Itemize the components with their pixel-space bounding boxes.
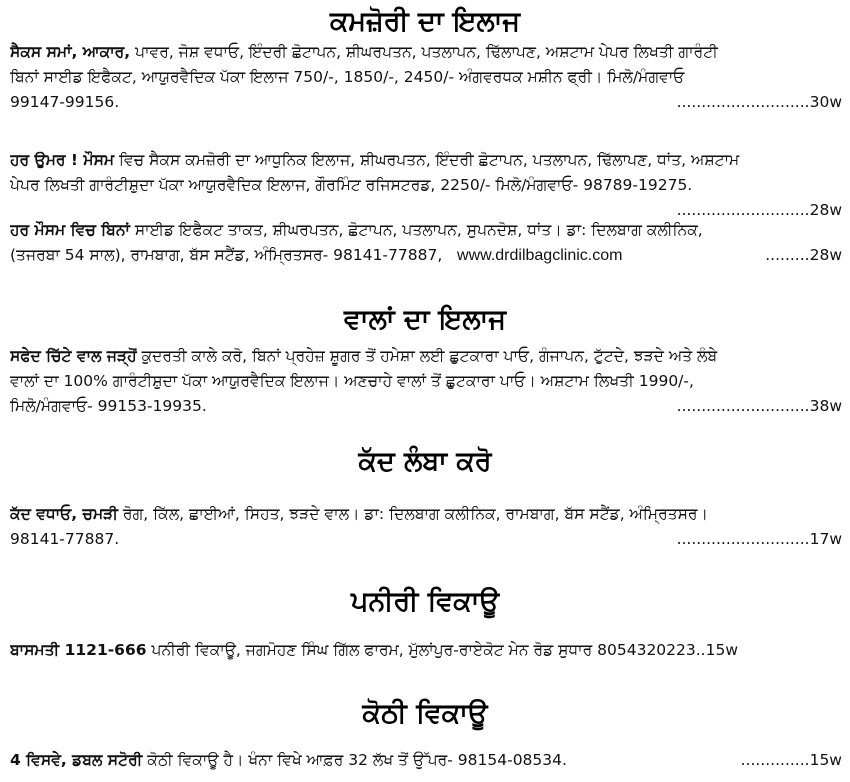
classified-ad [10,148,842,223]
ad-text: ਪਨੀਰੀ ਵਿਕਾਊ, ਜਗਮੋਹਣ ਸਿੰਘ ਗਿੱਲ ਫਾਰਮ, ਮੁੱਲਾਂਪੁਰ-ਰਾਏਕੋਟ ਮੇਨ ਰੋਡ ਸੁਧਾਰ 8054320223..15w [146,641,739,659]
ad-text: (ਤਜਰਬਾ 54 ਸਾਲ), ਰਾਮਬਾਗ, ਬੱਸ ਸਟੈਂਡ, ਅੰਮ੍ਰਿਤਸਰ- 98141-77887, [10,246,443,264]
ad-lead: 4 ਵਿਸਵੇ, ਡਬਲ ਸਟੋਰੀ [10,751,143,769]
classified-ad [10,748,842,773]
ad-code: .........28w [765,246,842,264]
ad-text: ਵਾਲਾਂ ਦਾ 100% ਗਾਰੰਟੀਸ਼ੁਦਾ ਪੱਕਾ ਆਯੁਰਵੈਦਿਕ ਇਲਾਜ। ਅਣਚਾਹੇ ਵਾਲਾਂ ਤੋਂ ਛੁਟਕਾਰਾ ਪਾਓ। ਅਸ਼ਟਾਮ ਲਿਖਤੀ 1990/-, [10,372,694,390]
classified-ad [10,502,842,552]
ad-lead: ਬਾਸਮਤੀ 1121-666 [10,641,147,659]
ad-text: ਪਾਵਰ, ਜੋਸ਼ ਵਧਾਓ, ਇੰਦਰੀ ਛੋਟਾਪਨ, ਸ਼ੀਘਰਪਤਨ, ਪਤਲਾਪਨ, ਢਿੱਲਾਪਣ, ਅਸ਼ਟਾਮ ਪੇਪਰ ਲਿਖਤੀ ਗਾਰੰਟੀ [130,43,718,61]
ad-code: ...........................38w [676,397,842,415]
ad-text: ਸਾਈਡ ਇਫੈਕਟ ਤਾਕਤ, ਸ਼ੀਘਰਪਤਨ, ਛੋਟਾਪਨ, ਪਤਲਾਪਨ, ਸੁਪਨਦੋਸ਼, ਧਾਂਤ। ਡਾ: ਦਿਲਬਾਗ ਕਲੀਨਿਕ, [129,221,703,239]
ad-phone: 98141-77887. [10,530,120,548]
classified-ad [10,40,842,115]
ad-code: ...........................17w [676,530,842,548]
ad-text: ਕੋਠੀ ਵਿਕਾਊ ਹੈ। ਖੰਨਾ ਵਿਖੇ ਆਫ਼ਰ 32 ਲੱਖ ਤੋਂ ਉੱਪਰ- 98154-08534. [142,751,567,769]
ad-lead: ਸਫੇਦ ਚਿੱਟੇ ਵਾਲ ਜੜ੍ਹੋਂ [10,347,137,365]
ad-text: ਪੇਪਰ ਲਿਖਤੀ ਗਾਰੰਟੀਸ਼ੁਦਾ ਪੱਕਾ ਆਯੁਰਵੈਦਿਕ ਇਲਾਜ, ਗੌਰਮਿੰਟ ਰਜਿਸਟਰਡ, 2250/- ਮਿਲੋ/ਮੰਗਵਾਓ- 98789-19275. [10,176,693,194]
ad-text: ਬਿਨਾਂ ਸਾਈਡ ਇਫੈਕਟ, ਆਯੁਰਵੈਦਿਕ ਪੱਕਾ ਇਲਾਜ 750/-, 1850/-, 2450/- ਅੰਗਵਰਧਕ ਮਸ਼ੀਨ ਫ੍ਰੀ। ਮਿਲੋ/ਮੰਗਵਾਓ [10,68,685,86]
classified-ad [10,344,842,419]
ad-lead: ਕੱਦ ਵਧਾਓ, ਚਮੜੀ [10,505,118,523]
ad-phone: 99147-99156. [10,93,120,111]
ad-text: ਰੋਗ, ਕਿੱਲ, ਛਾਈਆਂ, ਸਿਹਤ, ਝੜਦੇ ਵਾਲ। ਡਾ: ਦਿਲਬਾਗ ਕਲੀਨਿਕ, ਰਾਮਬਾਗ, ਬੱਸ ਸਟੈਂਡ, ਅੰਮ੍ਰਿਤਸਰ। [117,505,708,523]
ad-text: ਵਿਚ ਸੈਕਸ ਕਮਜ਼ੋਰੀ ਦਾ ਆਧੁਨਿਕ ਇਲਾਜ, ਸ਼ੀਘਰਪਤਨ, ਇੰਦਰੀ ਛੋਟਾਪਨ, ਪਤਲਾਪਨ, ਢਿੱਲਾਪਣ, ਧਾਂਤ, ਅਸ਼ਟਾਮ [114,151,740,169]
ad-website: www.drdilbagclinic.com [457,247,623,264]
section-heading-nursery: ਪਨੀਰੀ ਵਿਕਾਊ [351,586,499,617]
section-heading-height: ਕੱਦ ਲੰਬਾ ਕਰੋ [358,446,492,477]
ad-text: ਕੁਦਰਤੀ ਕਾਲੇ ਕਰੋ, ਬਿਨਾਂ ਪ੍ਰਹੇਜ਼ ਸ਼ੂਗਰ ਤੋਂ ਹਮੇਸ਼ਾ ਲਈ ਛੁਟਕਾਰਾ ਪਾਓ, ਗੰਜਾਪਨ, ਟੁੱਟਦੇ, ਝੜਦੇ ਅਤੇ ਲੰਬੇ [136,347,718,365]
ad-code: ...........................28w [676,201,842,219]
classified-ad [10,218,842,268]
ad-phone: ਮਿਲੋ/ਮੰਗਵਾਓ- 99153-19935. [10,397,207,415]
section-heading-house: ਕੋਠੀ ਵਿਕਾਊ [362,698,488,729]
ad-lead: ਹਰ ਮੌਸਮ ਵਿਚ ਬਿਨਾਂ [10,221,130,239]
ad-code: ...........................30w [676,93,842,111]
section-heading-hair: ਵਾਲਾਂ ਦਾ ਇਲਾਜ [344,304,506,335]
classified-ad [10,638,842,663]
ad-lead: ਸੈਕਸ ਸਮਾਂ, ਆਕਾਰ, [10,43,131,61]
ad-lead: ਹਰ ਉਮਰ ! ਮੌਸਮ [10,151,115,169]
section-heading-weakness: ਕਮਜ਼ੋਰੀ ਦਾ ਇਲਾਜ [329,6,521,37]
ad-code: ..............15w [740,751,842,769]
